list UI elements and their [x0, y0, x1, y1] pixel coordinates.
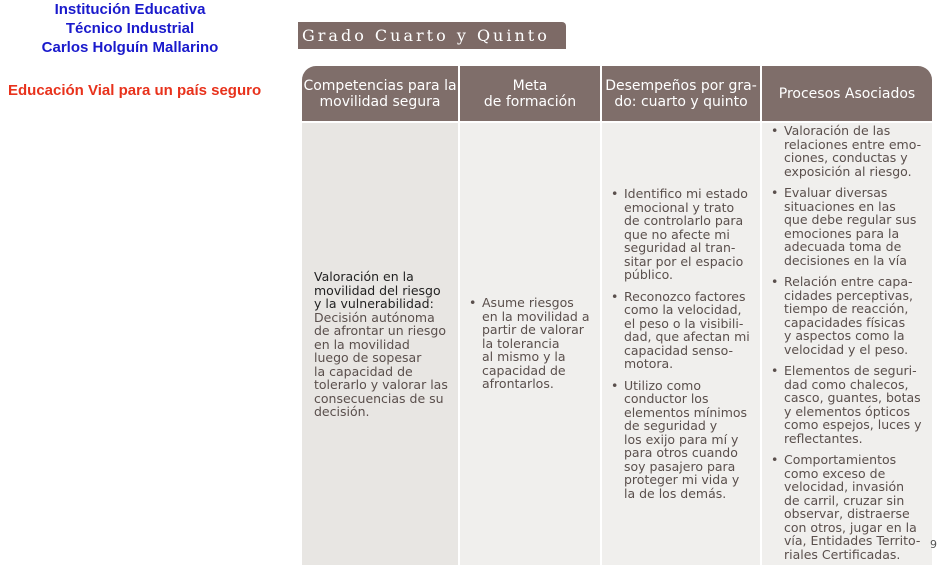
text-line: de seguridad y: [624, 418, 718, 433]
text-line: adecuada toma de: [784, 239, 902, 254]
text-line: riales Certificadas.: [784, 546, 901, 562]
text-line: y la vulnerabilidad:: [314, 296, 434, 311]
text-line: de controlarlo para: [624, 213, 744, 228]
text-line: para otros cuando: [624, 445, 738, 460]
list-item: [770, 186, 932, 267]
institution-name: [0, 0, 260, 57]
section-title: Grado Cuarto y Quinto: [298, 22, 566, 49]
header-line: do: cuarto y quinto: [614, 93, 748, 110]
text-line: partir de valorar: [482, 322, 584, 337]
text-line: como espejos, luces y: [784, 417, 922, 432]
text-line: el peso o la visibili-: [624, 315, 744, 331]
text-line: tolerarlo y valorar las: [314, 377, 448, 392]
header-desempenos: [602, 66, 760, 121]
institution-line: Carlos Holguín Mallarino: [41, 39, 219, 56]
institution-line: Técnico Industrial: [65, 20, 195, 37]
header-meta: [460, 66, 600, 121]
text-line: soy pasajero para: [624, 458, 736, 474]
list-item: [770, 453, 932, 561]
text-line: consecuencias de su: [314, 390, 444, 406]
text-line: que no afecte mi: [624, 226, 730, 242]
text-line: motora.: [624, 356, 674, 371]
text-line: • Identifico mi estado: [624, 186, 748, 201]
text-line: como exceso de: [784, 465, 886, 481]
text-line: al mismo y la: [482, 349, 566, 364]
institution-line: Institución Educativa: [54, 1, 206, 18]
text-line: reflectantes.: [784, 430, 863, 446]
text-line: luego de sopesar: [314, 350, 422, 365]
text-line: capacidad de: [482, 362, 566, 378]
procesos-list: [770, 124, 932, 569]
text-line: la de los demás.: [624, 485, 727, 501]
text-line: emociones para la: [784, 225, 900, 241]
meta-list: [468, 296, 598, 399]
text-line: cidades perceptivas,: [784, 287, 913, 303]
text-line: y elementos ópticos: [784, 403, 911, 419]
text-line: decisiones en la vía: [784, 252, 907, 268]
header-line: Meta: [512, 77, 548, 94]
text-line: en la movilidad a: [482, 308, 590, 324]
text-line: • Elementos de seguri-: [784, 363, 917, 378]
text-line: y aspectos como la: [784, 328, 905, 343]
list-item: [468, 296, 598, 391]
text-line: dad como chalecos,: [784, 376, 909, 392]
text-line: • Valoración de las: [784, 123, 891, 138]
list-item: [770, 275, 932, 356]
text-line: seguridad al tran-: [624, 240, 736, 255]
text-line: Valoración en la: [314, 269, 414, 284]
text-line: elementos mínimos: [624, 404, 748, 420]
text-line: situaciones en las: [784, 198, 896, 214]
list-item: [610, 290, 760, 371]
list-item: [770, 124, 932, 178]
text-line: velocidad y el peso.: [784, 341, 909, 357]
text-line: • Reconozco factores: [624, 288, 746, 304]
text-line: decisión.: [314, 404, 370, 419]
text-line: de carril, cruzar sin: [784, 492, 905, 508]
text-line: que debe regular sus: [784, 212, 917, 227]
text-line: casco, guantes, botas: [784, 390, 921, 405]
header-line: Competencias para la: [303, 77, 457, 94]
text-line: vía, Entidades Territo-: [784, 533, 921, 548]
text-line: como la velocidad,: [624, 302, 742, 317]
text-line: observar, distraerse: [784, 506, 910, 521]
text-line: • Comportamientos: [784, 452, 897, 467]
text-line: • Relación entre capa-: [784, 274, 913, 289]
text-line: la capacidad de: [314, 363, 413, 379]
page-subtitle: Educación Vial para un país seguro: [8, 82, 262, 99]
list-item: [610, 187, 760, 282]
competency-table: [302, 66, 932, 565]
text-line: relaciones entre emo-: [784, 136, 922, 152]
text-line: • Asume riesgos: [482, 295, 574, 310]
text-line: capacidad senso-: [624, 342, 734, 358]
header-line: movilidad segura: [319, 93, 441, 110]
text-line: los exijo para mí y: [624, 431, 739, 447]
text-line: capacidades físicas: [784, 314, 906, 330]
text-line: la tolerancia: [482, 335, 560, 351]
list-item: [610, 379, 760, 501]
text-line: Decisión autónoma: [314, 309, 435, 325]
page-number: 9: [930, 538, 937, 551]
competencia-title: [314, 270, 456, 311]
text-line: • Utilizo como: [624, 377, 701, 393]
text-line: de afrontar un riesgo: [314, 323, 446, 338]
text-line: público.: [624, 267, 674, 282]
header-procesos: [762, 66, 932, 121]
header-competencias: [302, 66, 458, 121]
text-line: • Evaluar diversas: [784, 185, 888, 200]
header-line: de formación: [483, 93, 577, 110]
header-line: Procesos Asociados: [778, 85, 916, 102]
competencia-text: [314, 270, 456, 419]
text-line: en la movilidad: [314, 336, 410, 352]
desempenos-list: [610, 187, 760, 508]
text-line: velocidad, invasión: [784, 479, 905, 494]
text-line: emocional y trato: [624, 199, 735, 215]
text-line: tiempo de reacción,: [784, 301, 909, 316]
text-line: conductor los: [624, 391, 709, 406]
text-line: movilidad del riesgo: [314, 282, 441, 298]
text-line: con otros, jugar en la: [784, 519, 917, 535]
text-line: dad, que afectan mi: [624, 329, 750, 344]
text-line: exposición al riesgo.: [784, 163, 912, 179]
text-line: proteger mi vida y: [624, 472, 740, 487]
text-line: ciones, conductas y: [784, 150, 908, 165]
text-line: sitar por el espacio: [624, 253, 744, 269]
header-line: Desempeños por gra-: [605, 77, 757, 94]
text-line: afrontarlos.: [482, 376, 554, 391]
list-item: [770, 364, 932, 445]
